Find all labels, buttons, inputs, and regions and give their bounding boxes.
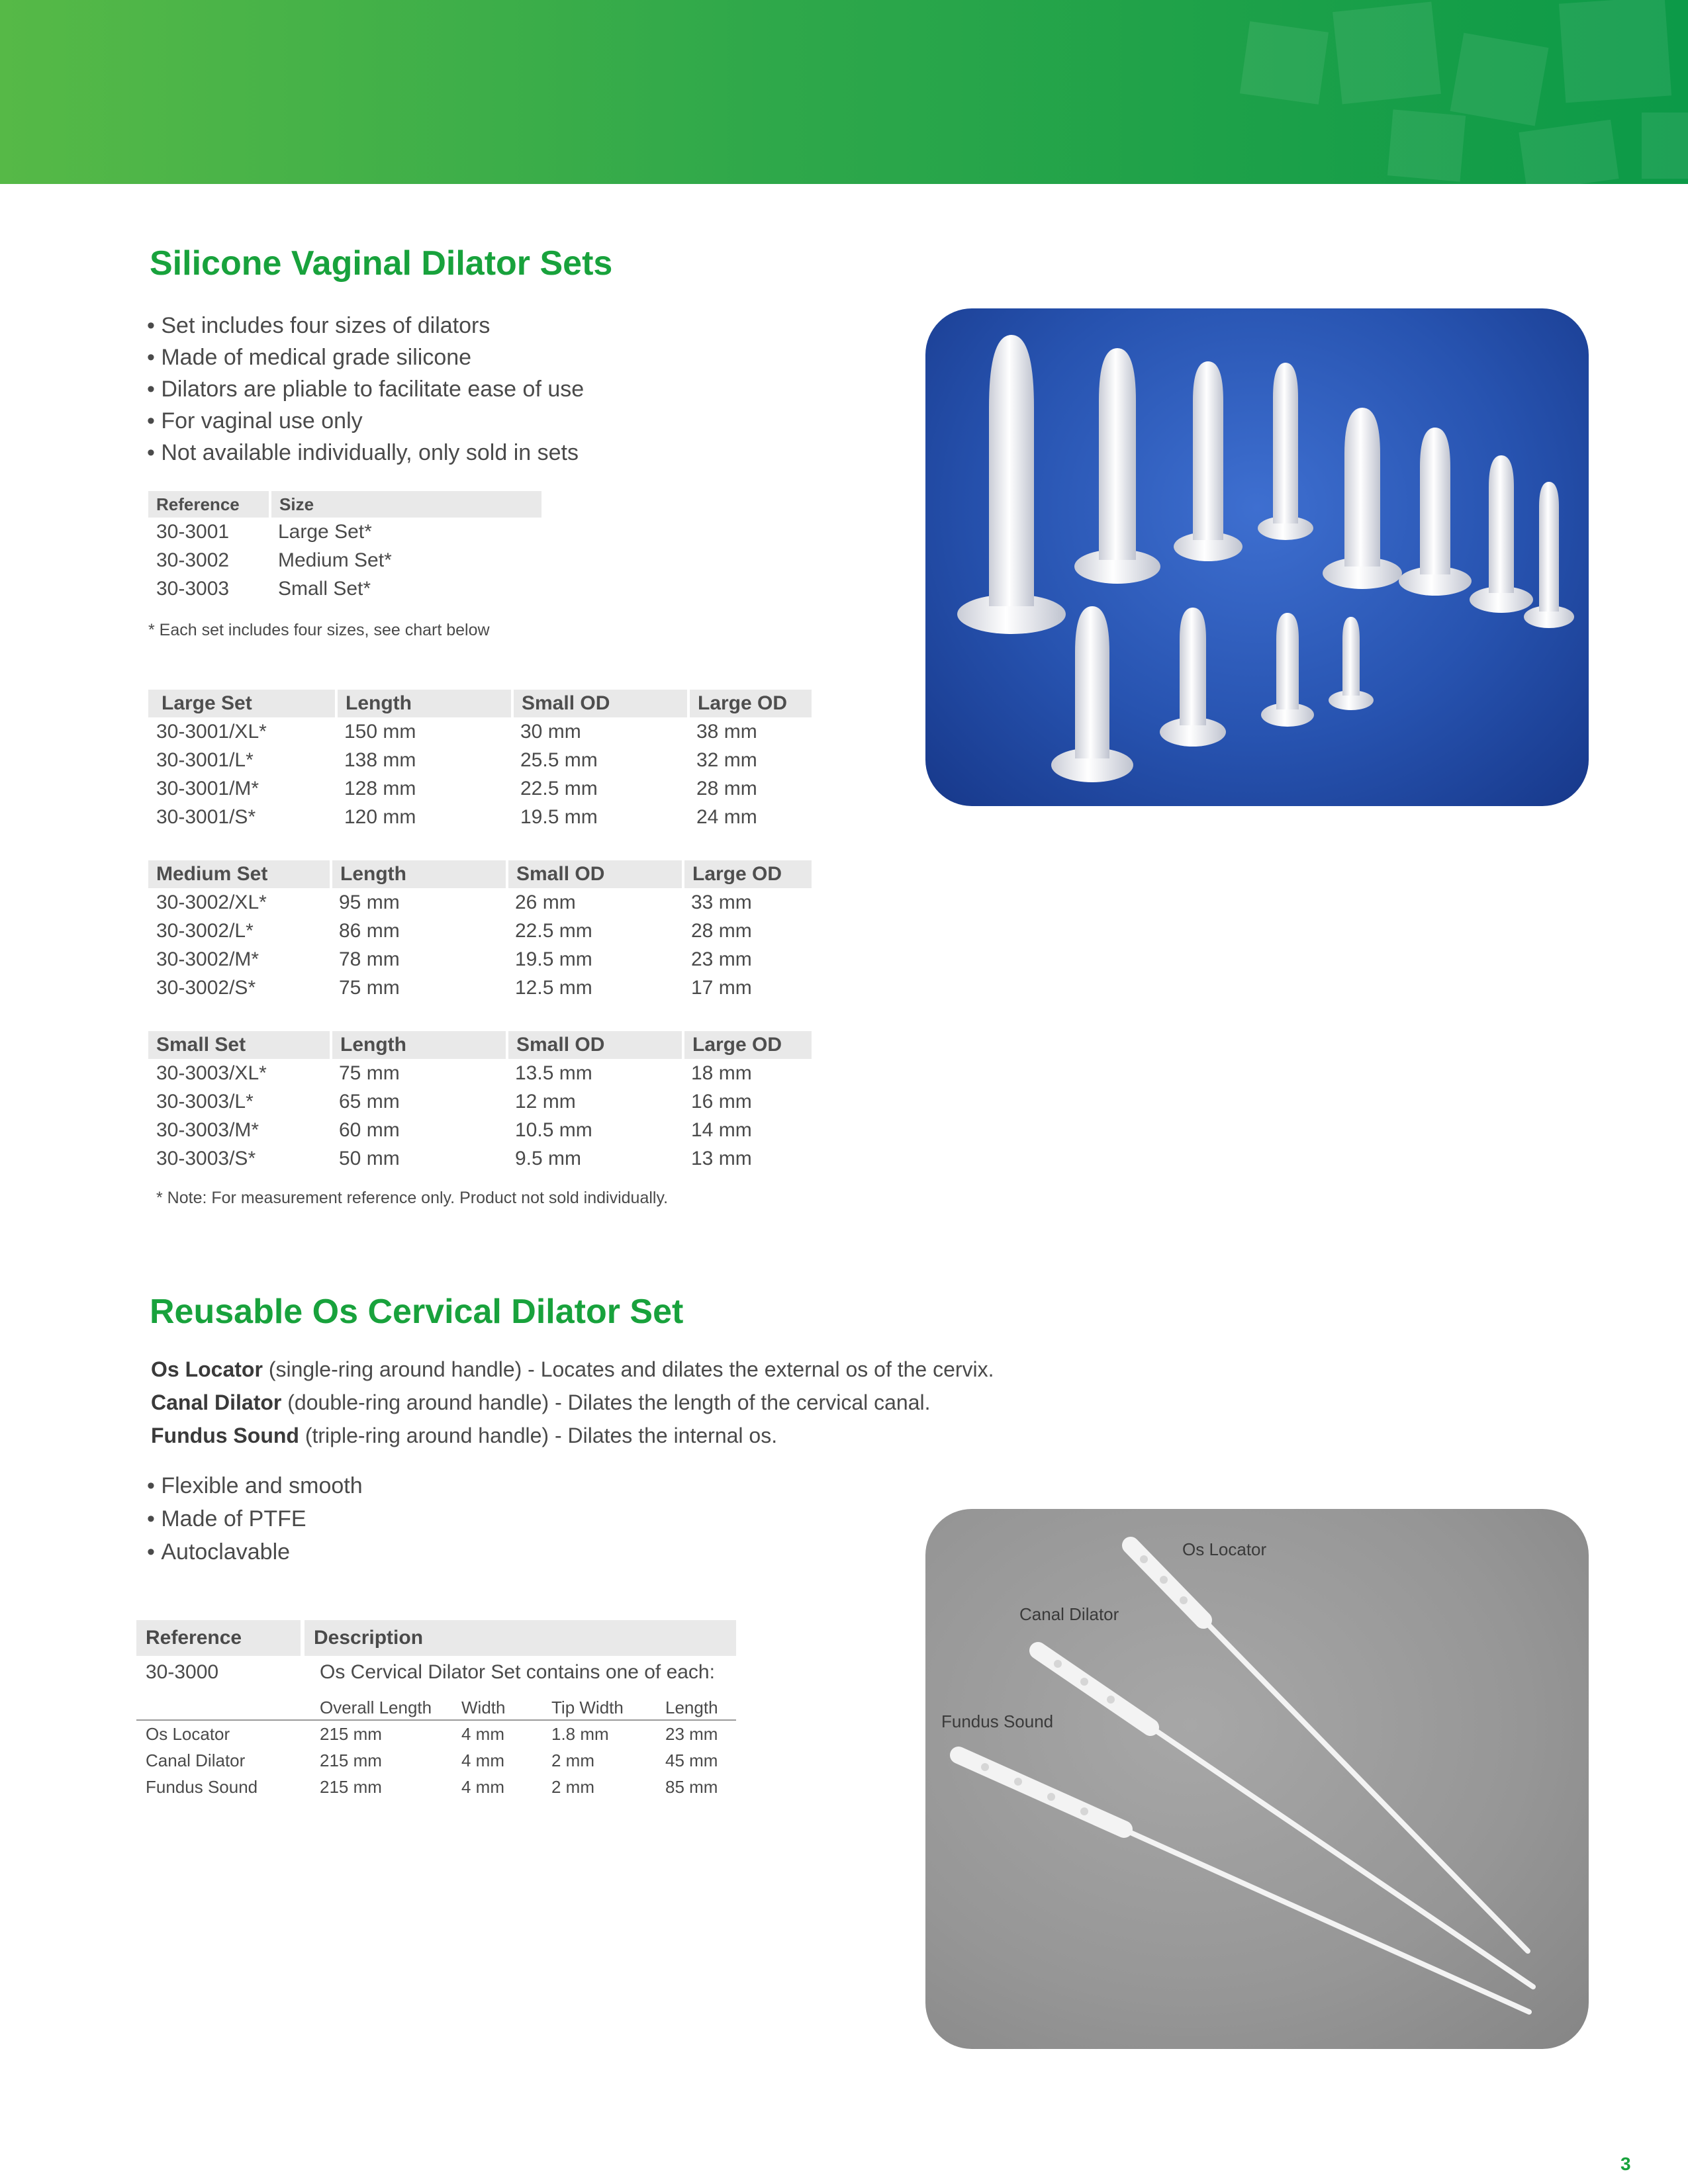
- table-row: [148, 888, 812, 917]
- feature-item: • Not available individually, only sold in sets: [147, 437, 584, 469]
- small-set-table: [148, 1031, 812, 1173]
- cervical-features-list: [147, 1469, 363, 1569]
- cell: 138 mm: [344, 749, 416, 771]
- table-row: [148, 774, 812, 803]
- cell: 38 mm: [696, 720, 757, 743]
- reference-size-table: [148, 491, 541, 603]
- col-header: Small OD: [507, 1031, 683, 1059]
- table-row: [148, 1059, 812, 1087]
- cervical-dilators-illustration: [925, 1509, 1589, 2049]
- cell: 30-3001: [156, 520, 230, 543]
- photo-label-fundus-sound: Fundus Sound: [941, 1711, 1054, 1731]
- table-row: [148, 945, 812, 974]
- cell: 75 mm: [339, 976, 400, 999]
- col-header: Large OD: [688, 690, 812, 717]
- description-line: [151, 1419, 994, 1452]
- header-banner: [0, 0, 1688, 184]
- table-row: [148, 803, 812, 831]
- cell: 13.5 mm: [515, 1062, 592, 1084]
- page-number: 3: [1620, 2154, 1631, 2174]
- cell: 28 mm: [696, 777, 757, 799]
- photo-label-canal-dilator: Canal Dilator: [1019, 1604, 1119, 1624]
- cell: 215 mm: [320, 1750, 382, 1770]
- col-header: Small OD: [507, 860, 683, 888]
- cell: 30-3003/L*: [156, 1090, 254, 1113]
- large-set-table: [148, 690, 812, 831]
- col-header: Small OD: [512, 690, 688, 717]
- cell: 2 mm: [551, 1750, 594, 1770]
- col-header: Medium Set: [148, 860, 331, 888]
- table-row: [148, 974, 812, 1002]
- cell: 12.5 mm: [515, 976, 592, 999]
- term: Os Locator: [151, 1357, 263, 1381]
- cell: 25.5 mm: [520, 749, 598, 771]
- table-row: [148, 717, 812, 746]
- feature-item: • Made of medical grade silicone: [147, 341, 584, 373]
- cell: 30-3002/L*: [156, 919, 254, 942]
- sub-header: Width: [452, 1689, 542, 1720]
- col-header: Length: [331, 860, 507, 888]
- col-header: Length: [336, 690, 512, 717]
- cell: Canal Dilator: [146, 1750, 246, 1770]
- cell: 16 mm: [691, 1090, 752, 1113]
- feature-item: • Dilators are pliable to facilitate ease of use: [147, 373, 584, 405]
- dilators-illustration: [925, 308, 1589, 806]
- col-header: Description: [303, 1620, 736, 1656]
- cell: 4 mm: [461, 1776, 504, 1797]
- sets-footnote: * Each set includes four sizes, see chart below: [148, 621, 490, 639]
- term: Fundus Sound: [151, 1424, 299, 1447]
- cell: 30-3003/S*: [156, 1147, 256, 1169]
- cell: Fundus Sound: [146, 1776, 258, 1797]
- cell: Os Cervical Dilator Set contains one of each:: [320, 1661, 715, 1683]
- feature-item: • Set includes four sizes of dilators: [147, 310, 584, 341]
- col-header: Size: [270, 491, 541, 518]
- col-header: Large Set: [148, 690, 336, 717]
- cell: 4 mm: [461, 1723, 504, 1744]
- feature-item: • For vaginal use only: [147, 405, 584, 437]
- measurement-note: * Note: For measurement reference only. Product not sold individually.: [156, 1189, 669, 1207]
- col-header: Reference: [136, 1620, 303, 1656]
- cell: 4 mm: [461, 1750, 504, 1770]
- sub-header: Length: [656, 1689, 736, 1720]
- cell: 10.5 mm: [515, 1118, 592, 1141]
- cell: 24 mm: [696, 805, 757, 828]
- description-line: [151, 1353, 994, 1386]
- table-row: [148, 546, 541, 574]
- table-row: [136, 1747, 736, 1774]
- silicone-features-list: [147, 310, 584, 469]
- section-title-silicone-dilators: Silicone Vaginal Dilator Sets: [150, 244, 613, 283]
- description-line: [151, 1386, 994, 1419]
- table-row: [148, 518, 541, 546]
- cell: 30-3002: [156, 549, 230, 571]
- cell: 30-3001/S*: [156, 805, 256, 828]
- cell: 150 mm: [344, 720, 416, 743]
- vaginal-dilators-photo: [925, 308, 1589, 806]
- cell: 13 mm: [691, 1147, 752, 1169]
- table-row: [148, 1116, 812, 1144]
- feature-item: • Made of PTFE: [147, 1502, 363, 1535]
- cell: 30-3001/L*: [156, 749, 254, 771]
- sub-header: Tip Width: [542, 1689, 656, 1720]
- photo-label-os-locator: Os Locator: [1182, 1539, 1267, 1559]
- definition: (triple-ring around handle) - Dilates the internal os.: [299, 1424, 778, 1447]
- medium-set-table: [148, 860, 812, 1002]
- cell: 30-3002/S*: [156, 976, 256, 999]
- cervical-dilator-table: [136, 1620, 736, 1800]
- col-header: Small Set: [148, 1031, 331, 1059]
- cell: 26 mm: [515, 891, 576, 913]
- cell: 30-3000: [146, 1661, 219, 1683]
- cell: 30-3003/XL*: [156, 1062, 267, 1084]
- sub-header: Overall Length: [303, 1689, 452, 1720]
- cell: 14 mm: [691, 1118, 752, 1141]
- cell: 22.5 mm: [520, 777, 598, 799]
- cervical-dilators-photo: [925, 1509, 1589, 2049]
- cell: 120 mm: [344, 805, 416, 828]
- cell: 215 mm: [320, 1723, 382, 1744]
- cell: 86 mm: [339, 919, 400, 942]
- definition: (double-ring around handle) - Dilates the length of the cervical canal.: [281, 1390, 931, 1414]
- cell: 30-3002/XL*: [156, 891, 267, 913]
- col-header: Large OD: [683, 1031, 812, 1059]
- cell: 30-3001/M*: [156, 777, 259, 799]
- cell: 18 mm: [691, 1062, 752, 1084]
- table-row: [148, 1087, 812, 1116]
- table-row: [148, 1144, 812, 1173]
- cell: 45 mm: [665, 1750, 718, 1770]
- cell: 19.5 mm: [515, 948, 592, 970]
- cell: 2 mm: [551, 1776, 594, 1797]
- feature-item: • Autoclavable: [147, 1535, 363, 1569]
- table-row: [136, 1656, 736, 1689]
- table-row: [136, 1720, 736, 1747]
- col-header: Reference: [148, 491, 270, 518]
- table-row: [148, 574, 541, 603]
- cell: 19.5 mm: [520, 805, 598, 828]
- cell: 30-3003/M*: [156, 1118, 259, 1141]
- cell: Large Set*: [278, 520, 372, 543]
- cell: 22.5 mm: [515, 919, 592, 942]
- cell: 85 mm: [665, 1776, 718, 1797]
- definition: (single-ring around handle) - Locates and dilates the external os of the cervix.: [262, 1357, 994, 1381]
- cell: 23 mm: [691, 948, 752, 970]
- cell: 17 mm: [691, 976, 752, 999]
- cell: 95 mm: [339, 891, 400, 913]
- cell: 30-3001/XL*: [156, 720, 267, 743]
- cell: 65 mm: [339, 1090, 400, 1113]
- cell: 23 mm: [665, 1723, 718, 1744]
- cell: 30 mm: [520, 720, 581, 743]
- cell: 33 mm: [691, 891, 752, 913]
- cell: Small Set*: [278, 577, 371, 600]
- cell: 32 mm: [696, 749, 757, 771]
- cell: 30-3003: [156, 577, 230, 600]
- feature-item: • Flexible and smooth: [147, 1469, 363, 1502]
- table-row: [136, 1774, 736, 1800]
- cell: 12 mm: [515, 1090, 576, 1113]
- cell: 9.5 mm: [515, 1147, 582, 1169]
- cell: 75 mm: [339, 1062, 400, 1084]
- cell: 30-3002/M*: [156, 948, 259, 970]
- cell: Medium Set*: [278, 549, 392, 571]
- term: Canal Dilator: [151, 1390, 282, 1414]
- sub-header-row: [136, 1689, 736, 1720]
- table-row: [148, 917, 812, 945]
- col-header: Length: [331, 1031, 507, 1059]
- dilator-descriptions: [151, 1353, 994, 1452]
- cell: 1.8 mm: [551, 1723, 609, 1744]
- cell: 78 mm: [339, 948, 400, 970]
- section-title-cervical-dilator: Reusable Os Cervical Dilator Set: [150, 1293, 684, 1331]
- cell: Os Locator: [146, 1723, 230, 1744]
- col-header: Large OD: [683, 860, 812, 888]
- cell: 215 mm: [320, 1776, 382, 1797]
- table-row: [148, 746, 812, 774]
- cell: 28 mm: [691, 919, 752, 942]
- cell: 128 mm: [344, 777, 416, 799]
- cell: 60 mm: [339, 1118, 400, 1141]
- cell: 50 mm: [339, 1147, 400, 1169]
